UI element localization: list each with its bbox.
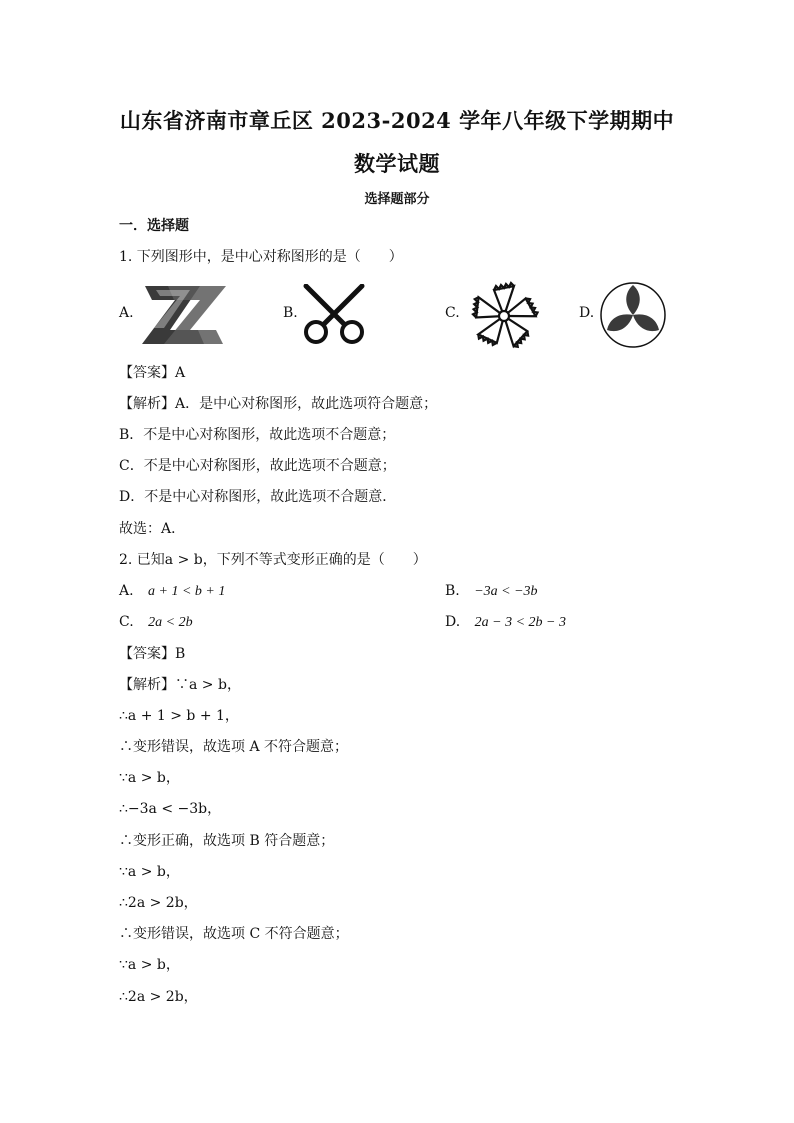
q1-option-d-label: D. bbox=[579, 305, 595, 321]
q1-answer: 【答案】A bbox=[119, 365, 186, 381]
section-heading: 一．选择题 bbox=[119, 218, 189, 234]
title-line-1: 山东省济南市章丘区 2023-2024 学年八年级下学期期中 bbox=[119, 108, 675, 133]
interlocked-z-shape-icon bbox=[140, 284, 228, 346]
q1-stem: 1. 下列图形中，是中心对称图形的是（ ） bbox=[119, 249, 403, 265]
q1-analysis-line: B．不是中心对称图形，故此选项不合题意； bbox=[119, 427, 396, 443]
q1-analysis-line: C．不是中心对称图形，故此选项不合题意； bbox=[119, 458, 396, 474]
q2-option-b-label: B. bbox=[445, 583, 460, 599]
q2-option-c bbox=[119, 613, 193, 632]
three-petal-circle-icon bbox=[598, 280, 668, 350]
q1-option-a-label: A. bbox=[119, 305, 134, 321]
q1-analysis-line: 故选：A． bbox=[119, 521, 186, 537]
pinwheel-sawtooth-icon bbox=[466, 280, 542, 352]
scissors-icon bbox=[300, 284, 368, 346]
q2-stem: 2. 已知a > b，下列不等式变形正确的是（ ） bbox=[119, 552, 427, 568]
section-part-label: 选择题部分 bbox=[364, 192, 430, 207]
q2-analysis-line: ∵a > b， bbox=[119, 864, 180, 880]
q2-analysis-line: ∴a + 1 > b + 1， bbox=[119, 708, 239, 724]
q2-analysis-line: ∴变形错误，故选项 A 不符合题意； bbox=[119, 739, 349, 755]
q2-option-b-expr: −3a < −3b bbox=[474, 584, 538, 599]
q2-option-c-expr: 2a < 2b bbox=[148, 615, 193, 630]
q2-analysis-line: ∴变形正确，故选项 B 符合题意； bbox=[119, 833, 335, 849]
q2-option-d bbox=[445, 613, 566, 632]
q2-option-d-label: D. bbox=[445, 614, 461, 630]
q2-analysis-line: ∴2a > 2b， bbox=[119, 989, 198, 1005]
q2-analysis-line: 【解析】∵a > b， bbox=[119, 677, 241, 693]
q2-option-b bbox=[445, 582, 538, 601]
q1-option-c-label: C. bbox=[445, 305, 460, 321]
q1-option-b-label: B. bbox=[283, 305, 298, 321]
q2-analysis-line: ∵a > b， bbox=[119, 957, 180, 973]
q2-answer: 【答案】B bbox=[119, 646, 186, 662]
q1-analysis-line: 【解析】A．是中心对称图形，故此选项符合题意； bbox=[119, 396, 438, 412]
q2-option-a-label: A. bbox=[119, 583, 134, 599]
title-line-2: 数学试题 bbox=[354, 151, 440, 176]
q2-option-d-expr: 2a − 3 < 2b − 3 bbox=[474, 615, 566, 630]
q2-analysis-line: ∴2a > 2b， bbox=[119, 895, 198, 911]
q1-analysis-line: D．不是中心对称图形，故此选项不合题意． bbox=[119, 489, 397, 505]
q2-analysis-line: ∵a > b， bbox=[119, 770, 180, 786]
q2-option-a-expr: a + 1 < b + 1 bbox=[148, 584, 226, 599]
q2-option-a bbox=[119, 582, 225, 601]
q2-analysis-line: ∴变形错误，故选项 C 不符合题意； bbox=[119, 926, 349, 942]
q2-option-c-label: C. bbox=[119, 614, 134, 630]
q2-analysis-line: ∴−3a < −3b， bbox=[119, 801, 222, 817]
